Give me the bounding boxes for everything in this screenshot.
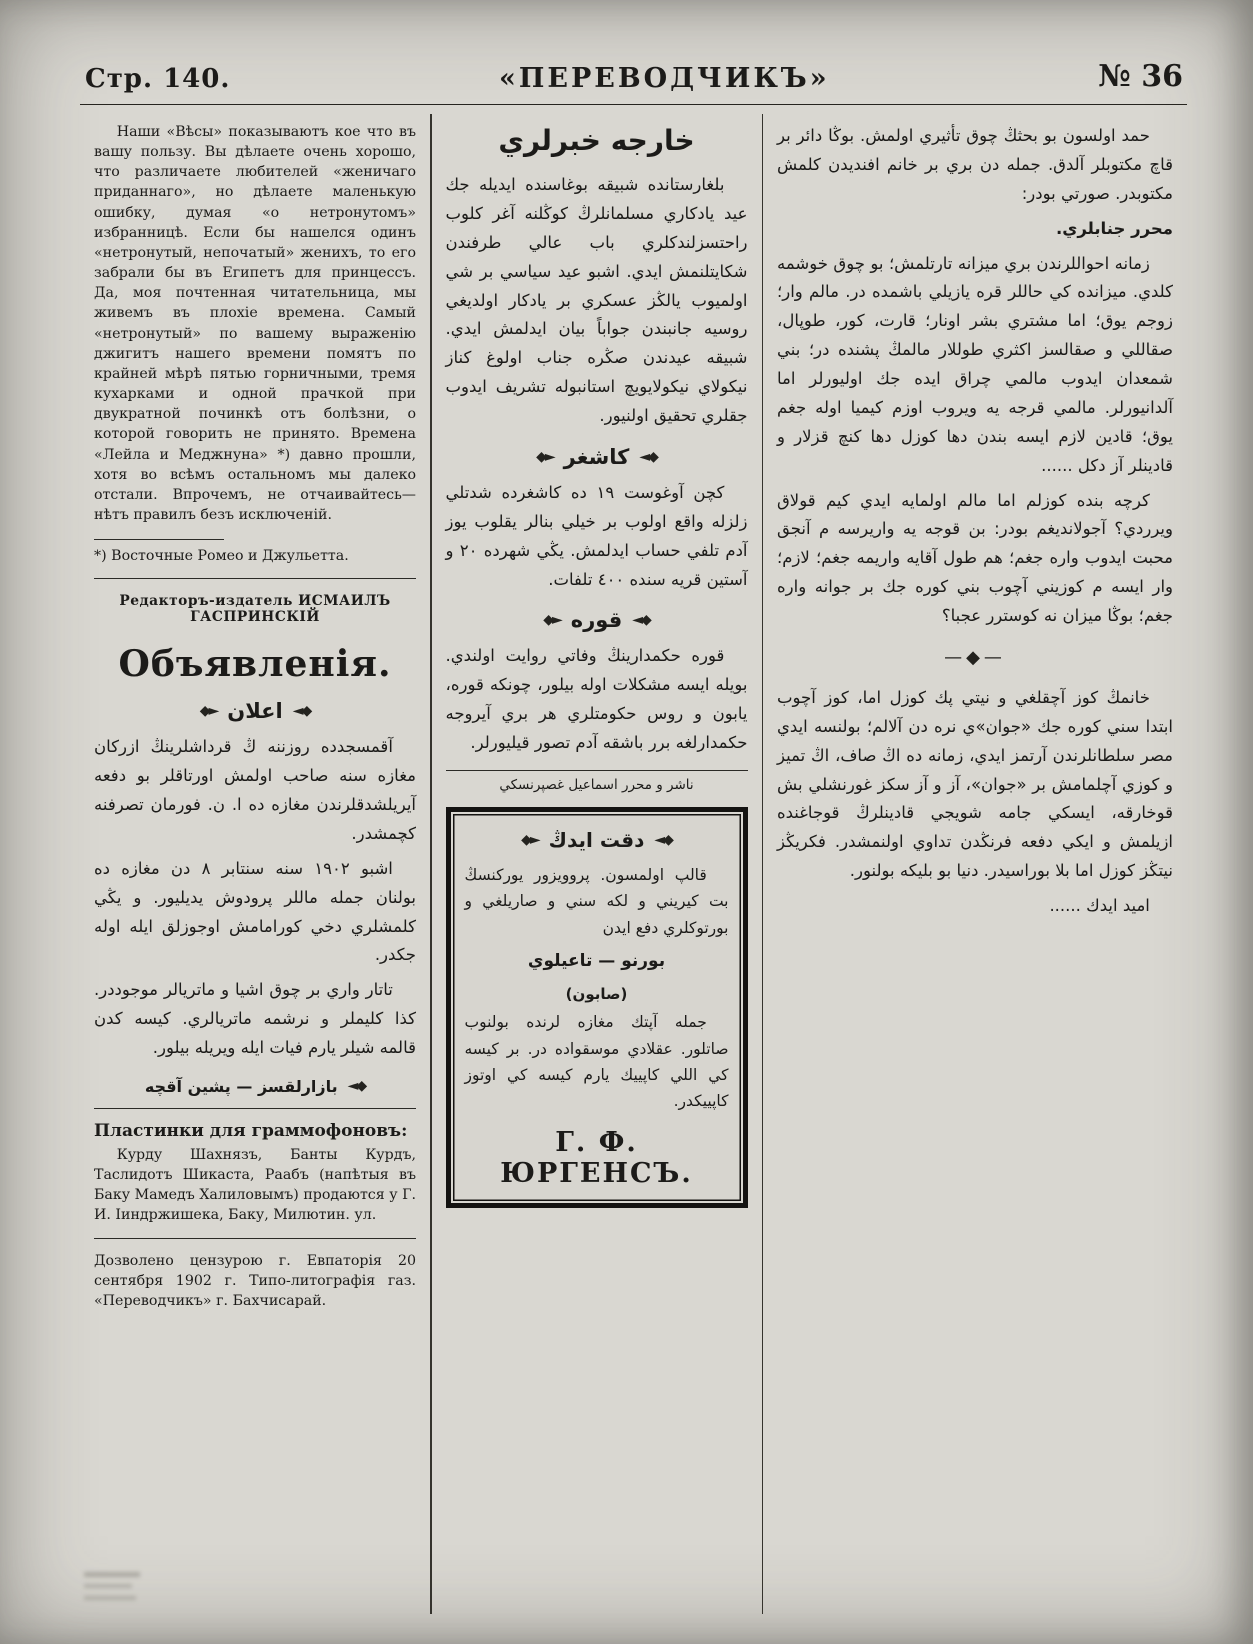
foreign-news-body: [446, 171, 748, 758]
section-rule: [94, 578, 416, 579]
attention-header: [465, 828, 729, 852]
advertiser-signature: Г. Ф. ЮРГЕНСЪ.: [500, 1126, 693, 1189]
fleuron-icon: ►◆: [199, 703, 218, 720]
letter-intro: حمد اولسون بو بحثڭ چوق تأثيري اولمش. بوڭا دائر بر قاچ مكتوبلر آلدق. جمله دن بري بر خانم افنديدن كلمش مكتوبدر. صورتي بودر:: [777, 126, 1173, 203]
fleuron-icon: ►◆: [521, 831, 539, 848]
letter-paragraph: زمانه احواللرندن بري ميزانه تارتلمش؛ بو چوق خوشمه كلدي. ميزانده كي حاللر قره يازيلي باشمده در. مالم وار؛ زوجم يوق؛ اما مشتري بشر اونار؛ قارت، كور، طوپال، صقاللي و صقالسز اكثري طوللار مالمڭ پشنده در؛ بني شمعدان ايدوب مالمي چراق ايده جك اوليورلر اما آلدانيورلر. مالمي قرجه يه ويروب اوزم كيميا اوله جغم يوق؛ قادين لازم ايسه بندن دها كوزل دها كنچ قزلار و قادينلر آز دكل ......: [777, 253, 1173, 475]
closing-line: اميد ايدك ......: [1049, 896, 1150, 915]
fleuron-icon: ►◆: [536, 448, 554, 465]
fleuron-icon: ►◆: [543, 612, 561, 629]
article-paragraph: Наши «Вѣсы» показываютъ кое что въ вашу пользу. Вы дѣлаете очень хорошо, что различаете любителей «женичаго приданнаго», но дѣлаете маленькую ошибку, думая «о нетронутомъ» избранницѣ. Если бы нашелся одинъ «нетронутый, непочатый» женихъ, то его забрали бы въ Египетъ для принцессъ. Да, моя почтенная читательница, мы живемъ въ плохіе времена. Самый «нетронутый» по вашему выраженію джигитъ нашего времени помятъ по крайней мѣрѣ пятью горничными, тремя кухарками и одной прачкой при двукратной починкѣ отъ болѣзни, о которой говорить не принято. Времена «Лейла и Меджнуна» *) давно прошли, хотя во всѣмъ остальномъ мы далеко отстали. Впрочемъ, не отчаивайтесь—нѣтъ правилъ безъ исключеній.: [94, 124, 416, 523]
reply-paragraph: خانمڭ كوز آچقلغي و نيتي پك كوزل اما، كوز آچوب ابتدا سني كوره جك «جوان»ي نره دن آلالم؛ بولنسه ايدي مصر سلطانلرندن آرتمز ايدي، زمانه ده اڭ صاف، اڭ تميز و كوزي آچلمامش بر «جوان»، آز و آز سكز غورنشلي بش قوخارقه، ايسكي جامه شويجي قادينلرڭ قوجاغنده ازيلمش و ايكي دفعه فرنڭدن تداوي اولنمشدر. فكريڭز نيتڭز كوزل اما بلا بوراسيدر. دنيا بو بليكه بولنور.: [777, 687, 1173, 881]
news-paragraph-kashgar: كچن آوغوست ١٩ ده كاشغرده شدتلي زلزله واقع اولوب بر خيلي بنالر يقلوب يوز آدم تلفي حساب ايدلمش. يڭي شهرده ٢٠ و آستين قريه سنده ٤٠٠ تلفات.: [445, 482, 748, 589]
footnote-text: *) Восточные Ромео и Джульетта.: [94, 548, 349, 565]
issue-number: № 36: [1098, 59, 1183, 94]
attention-text: دقت ايدڭ: [548, 827, 645, 852]
right-column: [763, 114, 1187, 1614]
footnote-rule: [94, 539, 224, 540]
fleuron-icon: ◆◄: [347, 1078, 366, 1095]
page-number: Стр. 140.: [85, 64, 231, 94]
fleuron-icon: ◆◄: [639, 448, 657, 465]
news-paragraph-bulgaria: بلغارستانده شبيقه بوغاسنده ايديله جك عيد يادكاري مسلمانلرڭ كوڭلنه آغر كلوب راحتسزلندكلري باب عالي طرفندن شكايتلنمش ايدي. اشبو عيد سياسي بر شي اولميوب يالڭز عسكري بر يادكار اولديغي روسيه جانبندن جواباً بيان ايدلمش ايدي. شبيقه عيدندن صڭره جناب اولوغ كناز نيكولاي نيكولايويچ استانبوله تشريف ايدوب جقلري تحقيق اولنيور.: [445, 175, 748, 425]
section-rule: [94, 1108, 416, 1109]
gramophone-title: Пластинки для граммофоновъ:: [94, 1120, 408, 1141]
ilan-paragraph: آقمسجدده روزننه ڭ قرداشلرينڭ ازركان مغازه سنه صاحب اولمش اورتاقلر بو دفعه آيريلشدقلرندن مغازه ده ا. ن. فورمان تصرفنه كچمشدر.: [94, 737, 416, 843]
framed-advertisement: [446, 807, 748, 1208]
fleuron-icon: ◆◄: [292, 703, 311, 720]
ilan-terms-line: [94, 1077, 416, 1096]
korea-header: [446, 608, 748, 632]
section-rule: [94, 1238, 416, 1239]
ilan-header: [94, 699, 416, 723]
left-column: [80, 114, 430, 1614]
ilan-body: [94, 733, 416, 1096]
ads-section-title: Объявленія.: [118, 643, 392, 686]
publisher-line: ناشر و محرر اسماعيل غصپرنسكي: [499, 776, 694, 793]
ilan-paragraph: اشبو ١٩٠٢ سنه سنتابر ٨ دن مغازه ده بولنان جمله ماللر پرودوش يديليور. و يڭي كلمشلري دخي كورامامش اوجوزلق ايله اوله جكدر.: [94, 858, 416, 965]
ornamental-divider: —◆—: [944, 646, 1006, 668]
fleuron-icon: ◆◄: [632, 612, 650, 629]
editor-line: Редакторъ-издатель ИСМАИЛЪ ГАСПРИНСКІЙ: [119, 593, 391, 626]
header-rule: [80, 104, 1187, 105]
page-header: [85, 48, 1183, 94]
columns-container: [80, 114, 1187, 1614]
kashgar-header: [446, 445, 748, 469]
fleuron-icon: ◆◄: [654, 831, 672, 848]
ilan-terms-text: بازارلقسز — پشين آقچه: [144, 1076, 338, 1096]
letter-paragraph: كرچه بنده كوزلم اما مالم اولمايه ايدي كيم قولاق ويرردي؟ آجولانديغم بودر: بن قوجه يه واريرسه م آنجق محبت ايدوب واره جغم؛ هم طول آقايه واريمه جغم؛ لازم؛ وار ايسه م كوزيني آچوب بني كوره جك بر جوانه واره جغم؛ بوڭا ميزان نه كوسترر عجبا؟: [777, 490, 1173, 625]
news-paragraph-korea: قوره حكمدارينڭ وفاتي روايت اولندي. بويله ايسه مشكلات اوله بيلور، چونكه قوره، يابون و روس حكومتلري هر بري آيروجه حكمدارلغه برر باشقه آدم تصور قيليورلر.: [445, 646, 748, 752]
adbox-paragraph: قالپ اولمسون. پروويزور يوركنسڭ بت كيريني و لكه سني و صاريلغي و بورتوكلري دفع ايدن: [464, 865, 729, 937]
middle-column: [432, 114, 762, 1614]
corner-smudge: [84, 1566, 154, 1606]
product-subtitle: (صابون): [565, 984, 628, 1003]
ilan-header-text: اعلان: [227, 699, 283, 724]
gramophone-text: Курду Шахнязъ, Банты Курдъ, Таслидотъ Шикаста, Раабъ (напѣтыя въ Баку Мамедъ Халиловымъ) продаются у Г. И. Іиндржишека, Баку, Милютин. ул.: [94, 1146, 416, 1224]
foreign-news-header: خارجه خبرلري: [498, 124, 695, 157]
publisher-rule: [446, 770, 748, 771]
product-name: بورنو — تاعيلوي: [527, 950, 666, 971]
kashgar-header-text: كاشغر: [563, 444, 630, 469]
korea-header-text: قوره: [570, 608, 623, 633]
adbox-paragraph: جمله آپتك مغازه لرنده بولنوب صاتلور. عقلادي موسقواده در. بر كيسه كي اللي كاپييك يارم كيسه كي اوتوز كاپييكدر.: [464, 1013, 729, 1111]
ilan-paragraph: تاتار واري بر چوق اشيا و ماتريالر موجوددر. كذا كليملر و نرشمه ماتريالري. كيسه كدن قالمه شيلر يارم فيات ايله ويريله بيلور.: [94, 980, 416, 1058]
censorship-notice: Дозволено цензурою г. Евпаторія 20 сентября 1902 г. Типо-литографія газ. «Переводчикъ» г. Бахчисарай.: [94, 1252, 416, 1309]
letter-salutation: محرر جنابلري.: [1055, 218, 1173, 238]
masthead-title: «ПЕРЕВОДЧИКЪ»: [499, 63, 830, 94]
